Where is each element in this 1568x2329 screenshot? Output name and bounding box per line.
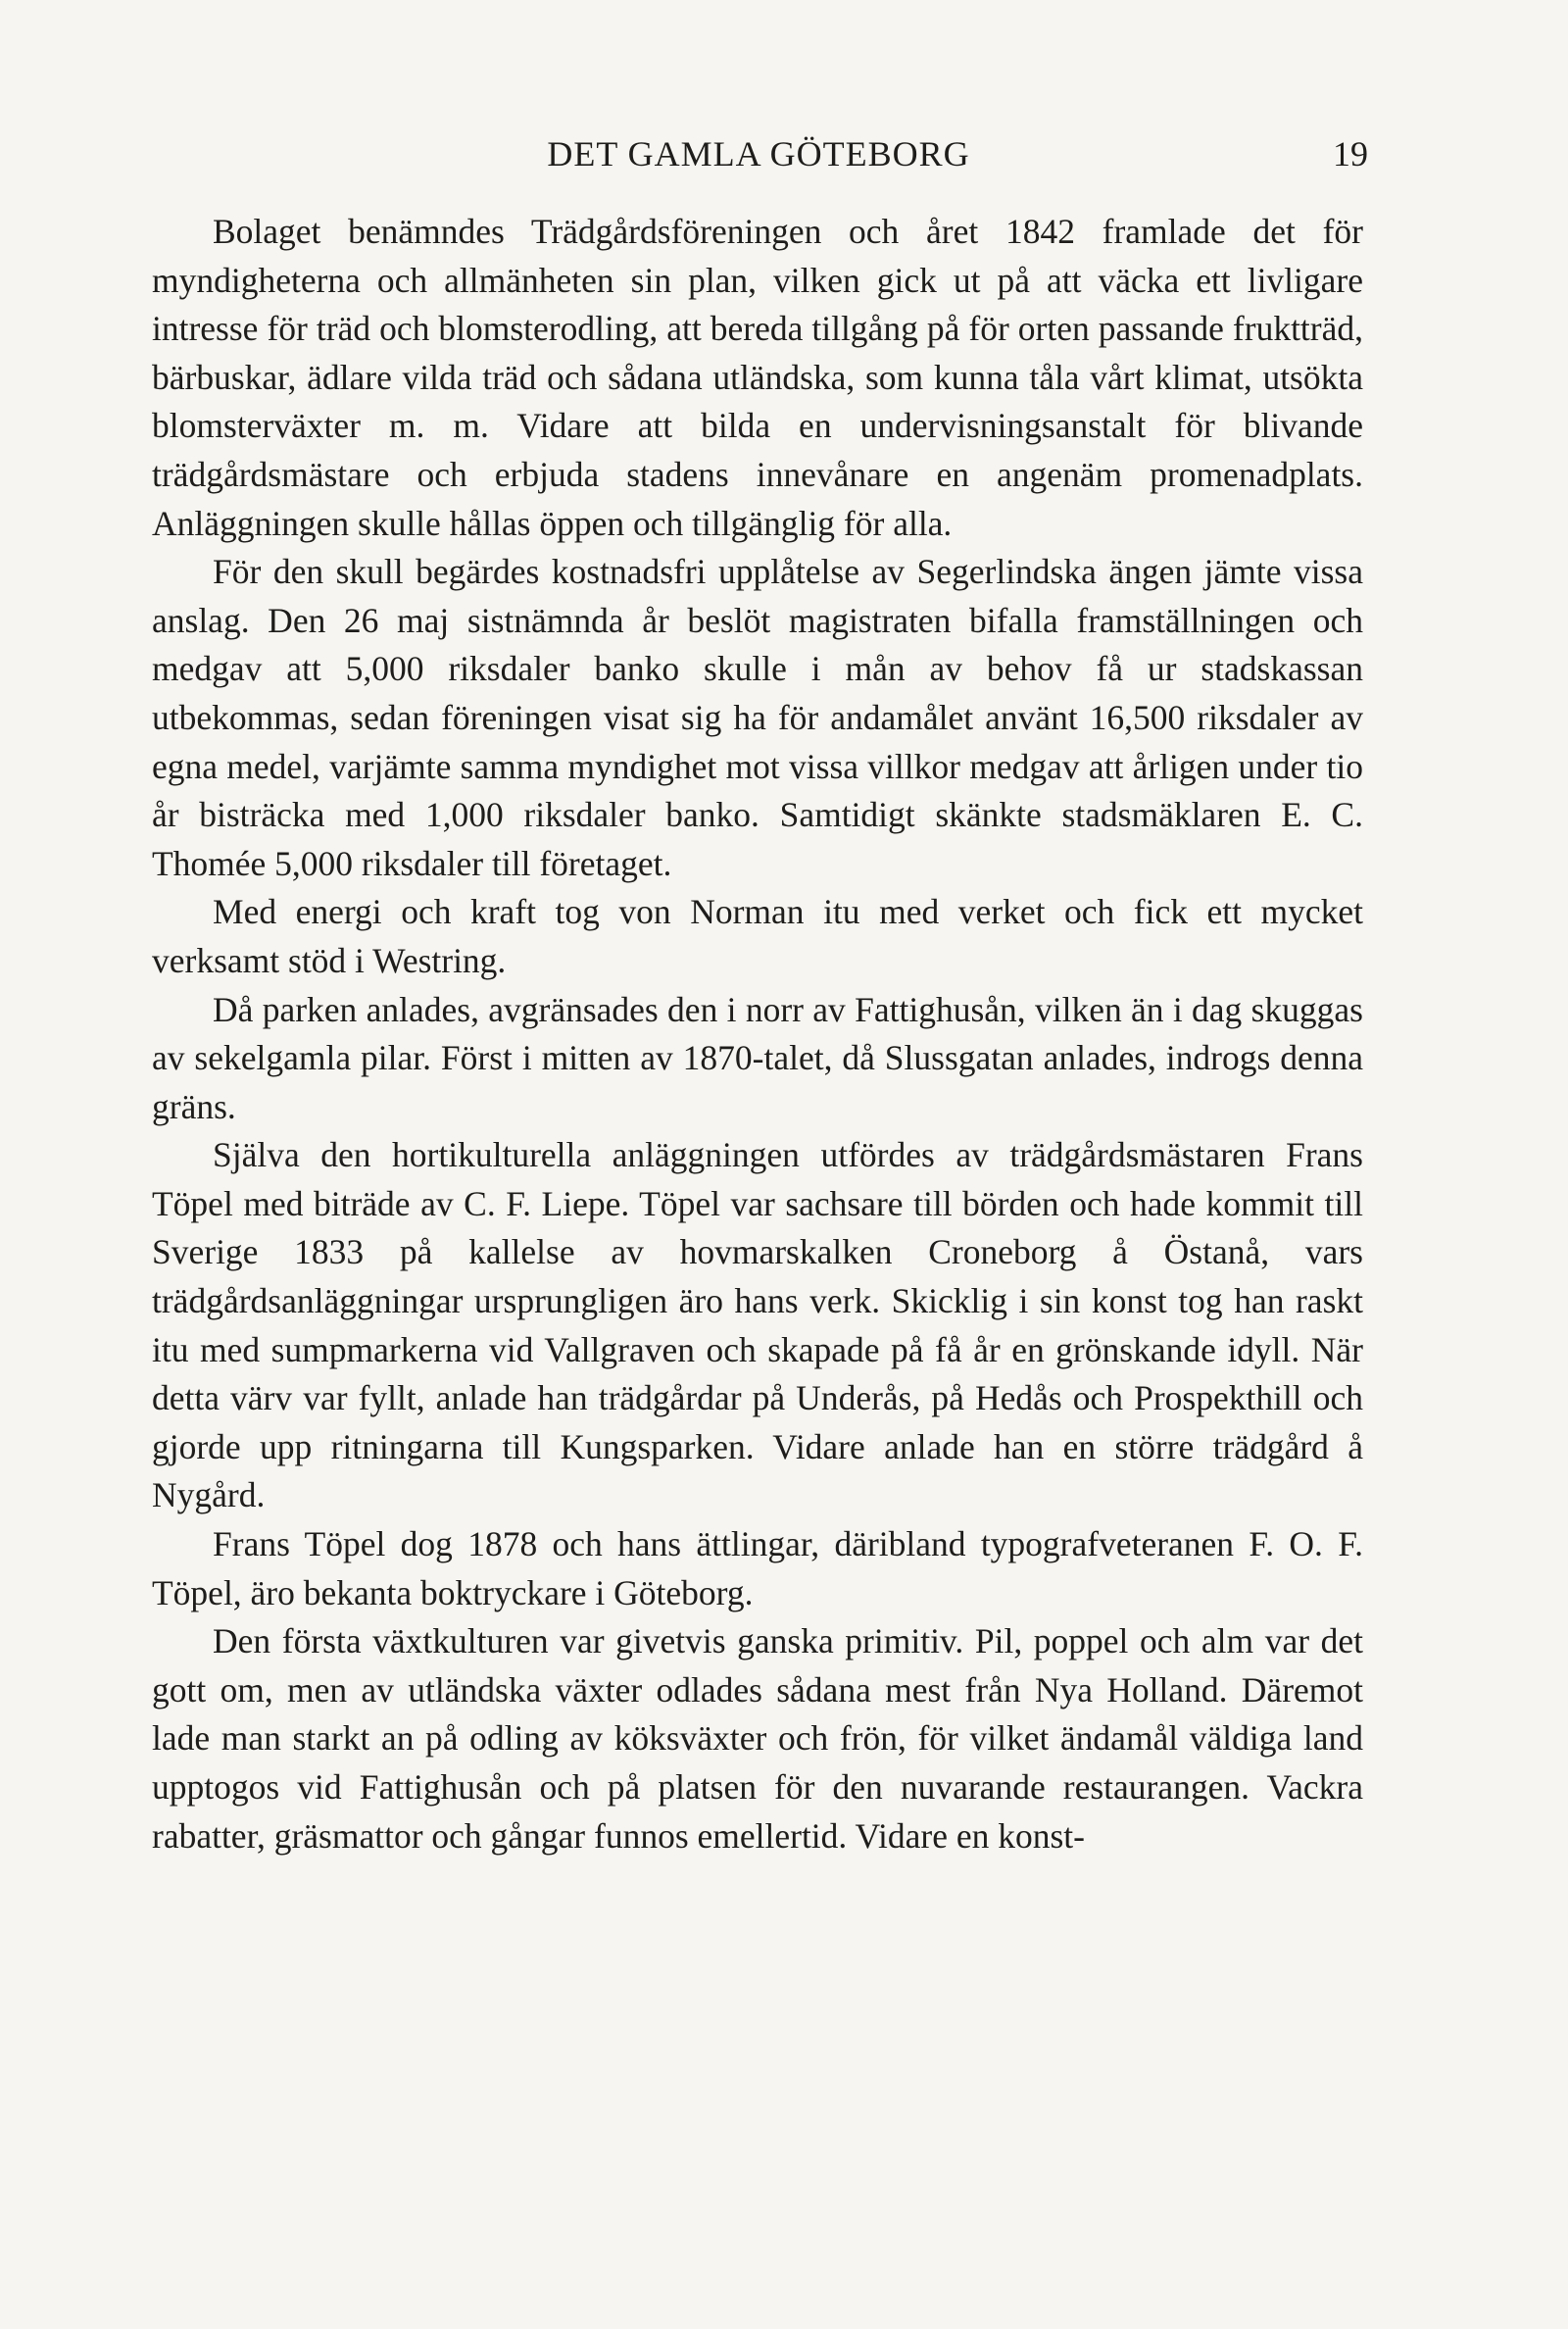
body-text bbox=[152, 208, 1363, 1860]
paragraph: Bolaget benämndes Trädgårdsföreningen och året 1842 framlade det för myndigheterna och allmänheten sin plan, vilken gick ut på att väcka ett livligare intresse för träd och blomsterodling, att bereda tillgång på för orten passande fruktträd, bärbuskar, ädlare vilda träd och sådana utländska, som kunna tåla vårt klimat, utsökta blomsterväxter m. m. Vidare att bilda en undervisningsanstalt för blivande trädgårdsmästare och erbjuda stadens innevånare en angenäm promenadplats. Anläggningen skulle hållas öppen och tillgänglig för alla. bbox=[152, 212, 1363, 543]
paragraph: För den skull begärdes kostnadsfri upplåtelse av Segerlindska ängen jämte vissa anslag. Den 26 maj sistnämnda år beslöt magistraten bifalla framställningen och medgav att 5,000 riksdaler banko skulle i mån av behov få ur stadskassan utbekommas, sedan föreningen visat sig ha för andamålet använt 16,500 riksdaler av egna medel, varjämte samma myndighet mot vissa villkor medgav att årligen under tio år bisträcka med 1,000 riksdaler banko. Samtidigt skänkte stadsmäklaren E. C. Thomée 5,000 riksdaler till företaget. bbox=[152, 552, 1363, 883]
running-head bbox=[149, 129, 1368, 178]
paragraph: Själva den hortikulturella anläggningen utfördes av trädgårdsmästaren Frans Töpel med biträde av C. F. Liepe. Töpel var sachsare till börden och hade kommit till Sverige 1833 på kallelse av hovmarskalken Croneborg å Östanå, vars trädgårdsanläggningar ursprungligen äro hans verk. Skicklig i sin konst tog han raskt itu med sumpmarkerna vid Vallgraven och skapade på få år en grönskande idyll. När detta värv var fyllt, anlade han trädgårdar på Underås, på Hedås och Prospekthill och gjorde upp ritningarna till Kungsparken. Vidare anlade han en större trädgård å Nygård. bbox=[152, 1135, 1363, 1515]
paragraph: Då parken anlades, avgränsades den i norr av Fattighusån, vilken än i dag skuggas av sekelgamla pilar. Först i mitten av 1870-talet, då Slussgatan anlades, indrogs denna gräns. bbox=[152, 989, 1363, 1126]
paragraph: Frans Töpel dog 1878 och hans ättlingar, däribland typografveteranen F. O. F. Töpel, äro bekanta boktryckare i Göteborg. bbox=[152, 1524, 1363, 1612]
running-title: DET GAMLA GÖTEBORG bbox=[547, 134, 970, 173]
paragraph: Med energi och kraft tog von Norman itu med verket och fick ett mycket verksamt stöd i Westring. bbox=[152, 892, 1363, 980]
page-number: 19 bbox=[1333, 134, 1368, 173]
paragraph: Den första växtkulturen var givetvis ganska primitiv. Pil, poppel och alm var det gott om, men av utländska växter odlades sådana mest från Nya Holland. Däremot lade man starkt an på odling av köksväxter och frön, för vilket ändamål väldiga land upptogos vid Fattighusån och på platsen för den nuvarande restaurangen. Vackra rabatter, gräsmattor och gångar funnos emellertid. Vidare en konst- bbox=[152, 1621, 1363, 1856]
